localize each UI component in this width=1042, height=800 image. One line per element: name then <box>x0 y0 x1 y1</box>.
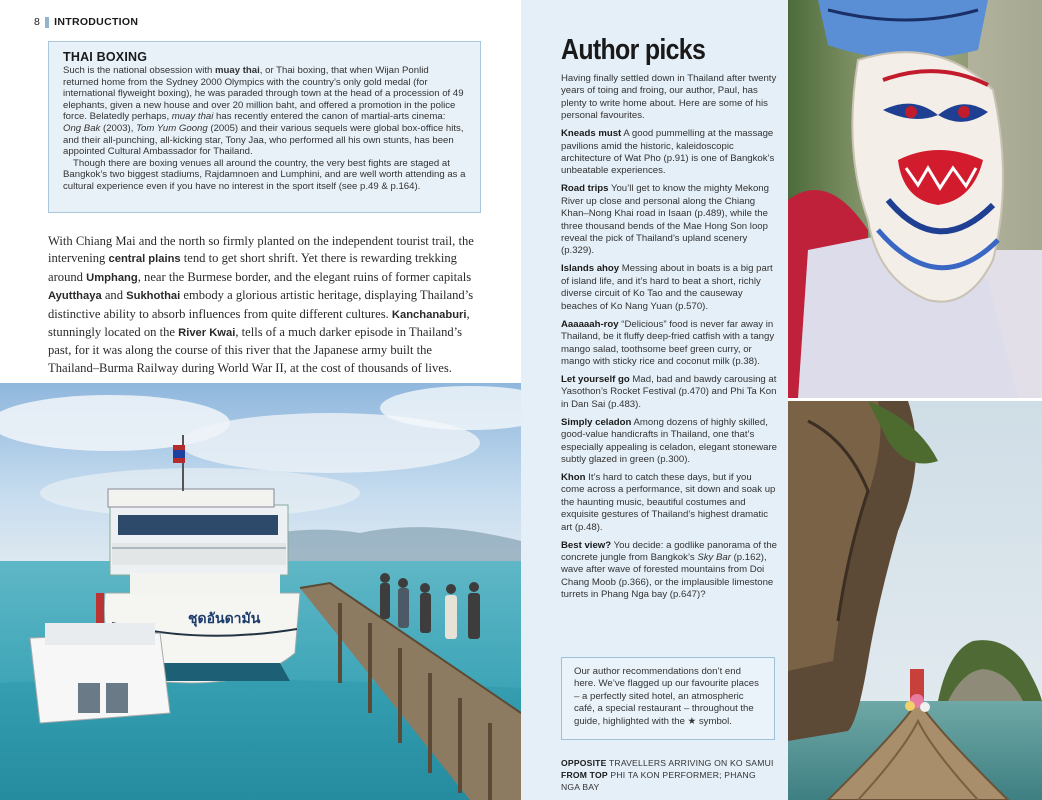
page-number: 8 <box>34 16 41 28</box>
pick-item: Islands ahoy Messing about in boats is a big part of island life, and it’s hard to beat a short, richly diverse circuit of Ko Tao and the causeway beaches of Ko Nang Yuan (p.570). <box>561 263 773 312</box>
thai-boxing-boxout <box>48 41 481 213</box>
author-picks-panel <box>521 0 788 800</box>
boxout-title: THAI BOXING <box>63 50 148 64</box>
keyword: Umphang <box>86 271 138 284</box>
author-picks-title: Author picks <box>561 34 706 66</box>
pick-item-best-view: Best view? You decide: a godlike panorama of the concrete jungle from Bangkok’s Sky Bar (p.162), wave after wave of forested mountains from Doi Chang Moob (p.366), or the implausible limestone turrets in Phang Nga bay (p.647)? <box>561 539 778 601</box>
boxout-paragraph-2: Though there are boxing venues all around the country, the very best fights are staged at Bangkok’s two biggest stadiums, Rajdamnoen and Lumphini, and are well worth attending as a cultural experience even if you have no interest in the sport itself (see p.49 & p.164). <box>63 157 466 192</box>
keyword: Kanchanaburi <box>391 308 467 321</box>
pick-item: Kneads must A good pummelling at the massage pavilions amid the historic, kaleidoscopic architecture of Wat Pho (p.91) is one of Bangkok’s unbeatable experiences. <box>561 128 775 177</box>
pick-item: Khon It’s hard to catch these days, but if you come across a performance, sit down and soak up the haunting music, beautiful costumes and exquisite gestures of Thailand’s highest dramatic art (p.48). <box>561 471 776 533</box>
boxout-paragraph-1: Such is the national obsession with muay thai, or Thai boxing, that when Wijan Ponlid returned home from the Sydney 2000 Olympics with the country’s only gold medal (for international flyweight boxing), he was paraded through town at the head of a procession of 49 elephants, given a new house and over 20 million baht, and offered a promotion in the police force. Belatedly perhaps, muay thai has recently entered the canon of martial-arts cinema: Ong Bak (2003), Tom Yum Goong (2005) and their various sequels were global box-office hits, and their all-punching, all-kicking star, Tony Jaa, who performed all his own stunts, has been appointed Cultural Ambassador for Thailand. <box>63 65 464 158</box>
pick-item: Road trips You’ll get to know the mighty Mekong River up close and personal along the Chiang Khan–Nong Khai road in Isaan (p.489), while the three thousand bends of the Mae Hong Son loop reveal the pick of Thailand’s upland scenery (p.329). <box>561 183 769 257</box>
keyword: River Kwai <box>178 327 236 340</box>
section-marker <box>45 17 49 28</box>
pick-item: Aaaaaah-roy “Delicious” food is never far away in Thailand, be it fluffy deep-fried catfish with a tangy mango salad, toothsome beef green curry, or mango with sticky rice and coconut milk (p.38). <box>561 318 775 367</box>
boat-jetty-photo <box>0 383 521 800</box>
keyword: Ayutthaya <box>48 290 102 303</box>
pick-item: Let yourself go Mad, bad and bawdy carousing at Yasothon’s Rocket Festival (p.470) and Phi Ta Kon in Dan Sai (p.483). <box>561 373 777 410</box>
running-head <box>34 16 138 28</box>
phang-nga-bay-photo <box>788 401 1042 800</box>
keyword: Sukhothai <box>126 290 181 303</box>
keyword: central plains <box>108 253 181 266</box>
photo-caption: OPPOSITE TRAVELLERS ARRIVING ON KO SAMUI FROM TOP PHI TA KON PERFORMER; PHANG NGA BAY <box>561 758 774 792</box>
phi-ta-kon-mask-photo <box>788 0 1042 398</box>
author-picks-list <box>561 73 777 607</box>
body-paragraph: With Chiang Mai and the north so firmly planted on the independent tourist trail, the intervening central plains tend to get short shrift. Yet there is rewarding trekking around Umphang, near the Burmese border, and the elegant ruins of former capitals Ayutthaya and Sukhothai embody a glorious artistic heritage, displaying Thailand’s distinctive ability to absorb influences from quite different cultures. Kanchanaburi, stunningly located on the River Kwai, tells of a much darker episode in Thailand’s past, for it was along the course of this river that the Japanese army built the Thailand–Burma Railway during World War II, at the cost of thousands of lives. <box>48 234 474 375</box>
boat-hull-name: ชุดอันดามัน <box>188 611 261 627</box>
recommendation-note: Our author recommendations don’t end here. We’ve flagged up our favourite places – a perfectly sited hotel, an atmospheric café, a special restaurant – throughout the guide, highlighted with the ★ symbol. <box>561 657 775 740</box>
author-picks-intro: Having finally settled down in Thailand after twenty years of toing and froing, our author, Paul, has plenty to write home about. Here are some of his personal favourites. <box>561 73 777 122</box>
section-title: INTRODUCTION <box>54 16 139 28</box>
pick-item: Simply celadon Among dozens of highly skilled, good-value handicrafts in Thailand, one that’s especially appealing is celadon, elegant stoneware subtly glazed in green (p.300). <box>561 416 778 465</box>
